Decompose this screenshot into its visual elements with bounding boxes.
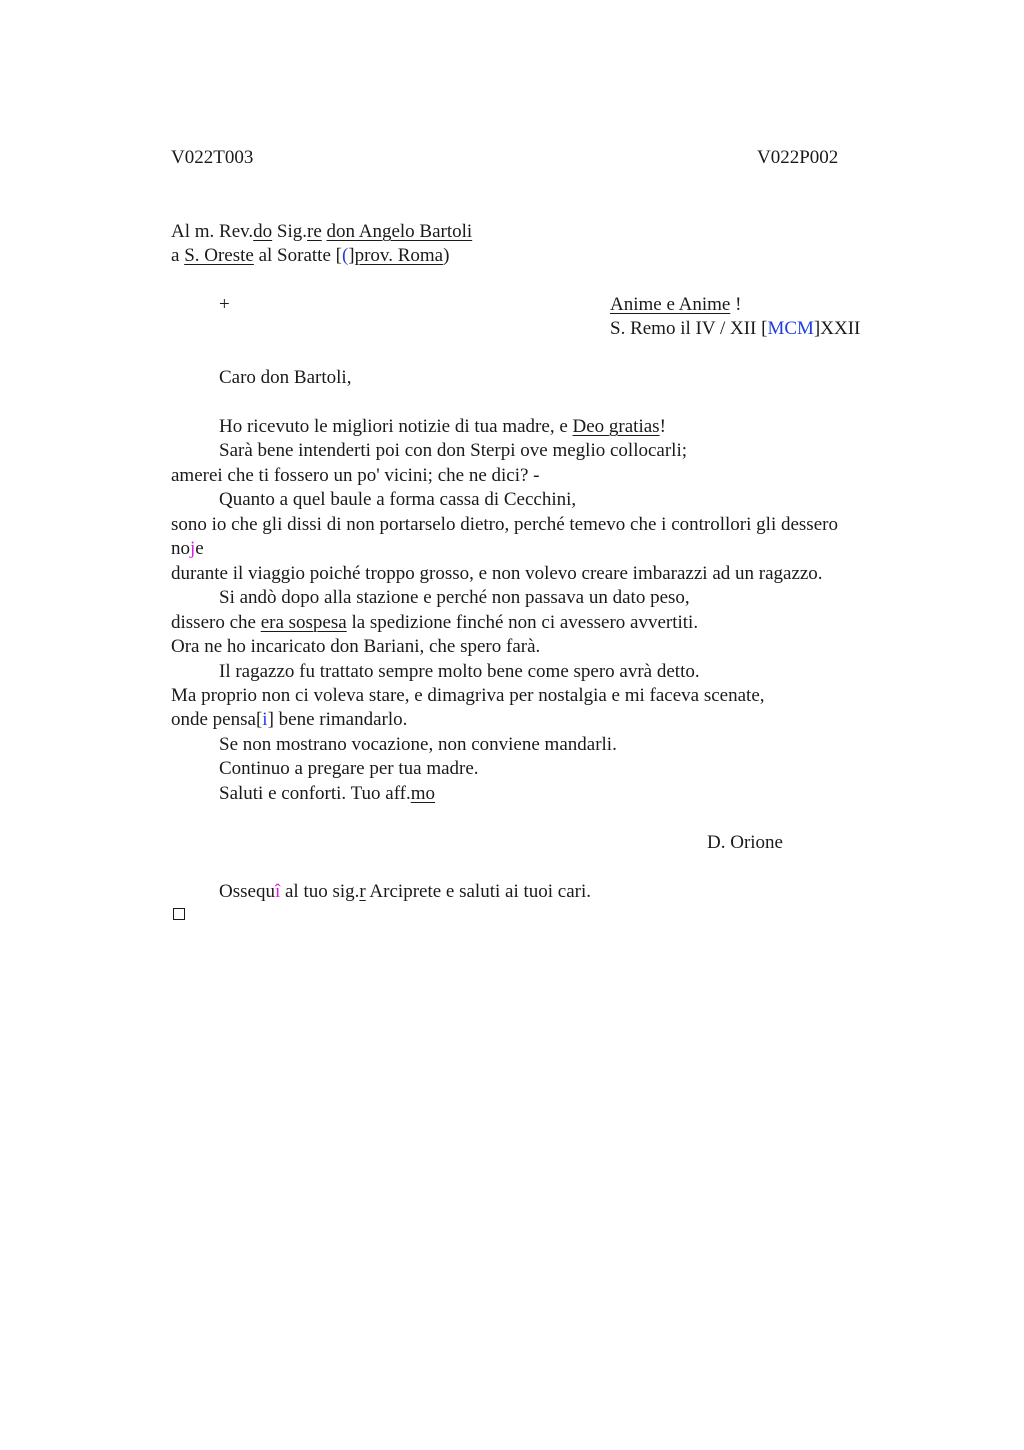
body-line-12: Ma proprio non ci voleva stare, e dimagriva per nostalgia e mi faceva scenate, <box>171 685 765 706</box>
sig-text: Sig. <box>272 221 308 242</box>
signature: D. Orione <box>707 832 783 853</box>
motto-exclaim: ! <box>730 294 742 315</box>
body-line-11: Il ragazzo fu trattato sempre molto bene come spero avrà detto. <box>219 661 700 682</box>
date-prefix: S. Remo il IV / XII [ <box>610 318 768 339</box>
body-line-1 <box>219 415 666 439</box>
variant-letter: î <box>274 881 281 902</box>
bracket-close: ] <box>348 245 355 266</box>
page-code: V022P002 <box>757 147 839 168</box>
date-roman-insert: MCM <box>767 318 814 339</box>
editorial-paren: ( <box>341 245 349 266</box>
editorial-insert: i <box>262 709 268 730</box>
body-text: bene rimandarlo. <box>273 709 408 730</box>
paren-close: ) <box>443 245 450 266</box>
address-a: a <box>171 245 185 266</box>
body-text: Ossequ <box>219 881 275 902</box>
bracket-close: ] <box>267 709 274 730</box>
date-line <box>610 317 860 341</box>
address-soratte: al Soratte <box>253 245 336 266</box>
address-line-1 <box>171 220 472 244</box>
body-text: Ho ricevuto le migliori notizie di tua madre, e <box>219 416 573 437</box>
body-line-13 <box>171 708 407 732</box>
address-province: prov. Roma <box>354 245 444 266</box>
body-line-14: Se non mostrano vocazione, non conviene mandarli. <box>219 734 617 755</box>
body-text: onde pensa <box>171 709 256 730</box>
body-line-8: Si andò dopo alla stazione e perché non passava un dato peso, <box>219 587 690 608</box>
postscript <box>219 880 591 904</box>
cross-mark: + <box>219 294 230 315</box>
abbrev-mo: mo <box>410 783 436 804</box>
body-line-16 <box>219 782 435 806</box>
bracket-open: [ <box>335 245 342 266</box>
body-text: Arciprete e saluti ai tuoi cari. <box>365 881 592 902</box>
abbrev-re: re <box>307 221 322 242</box>
body-line-2: Sarà bene intenderti poi con don Sterpi ove meglio collocarli; <box>219 440 688 461</box>
recipient-name: don Angelo Bartoli <box>326 221 473 242</box>
body-line-6 <box>171 537 204 561</box>
body-text: al tuo sig. <box>280 881 360 902</box>
salutation: Caro don Bartoli, <box>219 367 352 388</box>
body-text: ! <box>659 416 666 437</box>
deo-gratias: Deo gratias <box>572 416 660 437</box>
address-line-2 <box>171 244 449 268</box>
motto-text: Anime e Anime <box>610 294 731 315</box>
address-place: S. Oreste <box>184 245 254 266</box>
body-line-10: Ora ne ho incaricato don Bariani, che spero farà. <box>171 636 541 657</box>
body-text: dissero che <box>171 612 261 633</box>
bracket-open: [ <box>255 709 263 730</box>
underlined-phrase: era sospesa <box>260 612 347 633</box>
body-text: no <box>171 538 190 559</box>
date-suffix: ]XXII <box>813 318 861 339</box>
body-line-9 <box>171 611 698 635</box>
checkbox-icon <box>173 908 185 920</box>
body-text: la spedizione finché non ci avessero avvertiti. <box>346 612 699 633</box>
body-line-5: sono io che gli dissi di non portarselo dietro, perché temevo che i controllori gli dessero <box>171 514 838 535</box>
body-line-7: durante il viaggio poiché troppo grosso, e non volevo creare imbarazzi ad un ragazzo. <box>171 563 823 584</box>
body-line-3: amerei che ti fossero un po' vicini; che ne dici? - <box>171 465 540 486</box>
honorific-text: Al m. Rev. <box>171 221 254 242</box>
motto <box>610 293 741 317</box>
abbrev-do: do <box>253 221 273 242</box>
document-code: V022T003 <box>171 147 254 168</box>
variant-letter: j <box>190 538 196 559</box>
body-text: Saluti e conforti. Tuo aff. <box>219 783 411 804</box>
body-line-15: Continuo a pregare per tua madre. <box>219 758 479 779</box>
body-text: e <box>195 538 204 559</box>
abbrev-r: r <box>359 881 366 902</box>
body-line-4: Quanto a quel baule a forma cassa di Cecchini, <box>219 489 577 510</box>
